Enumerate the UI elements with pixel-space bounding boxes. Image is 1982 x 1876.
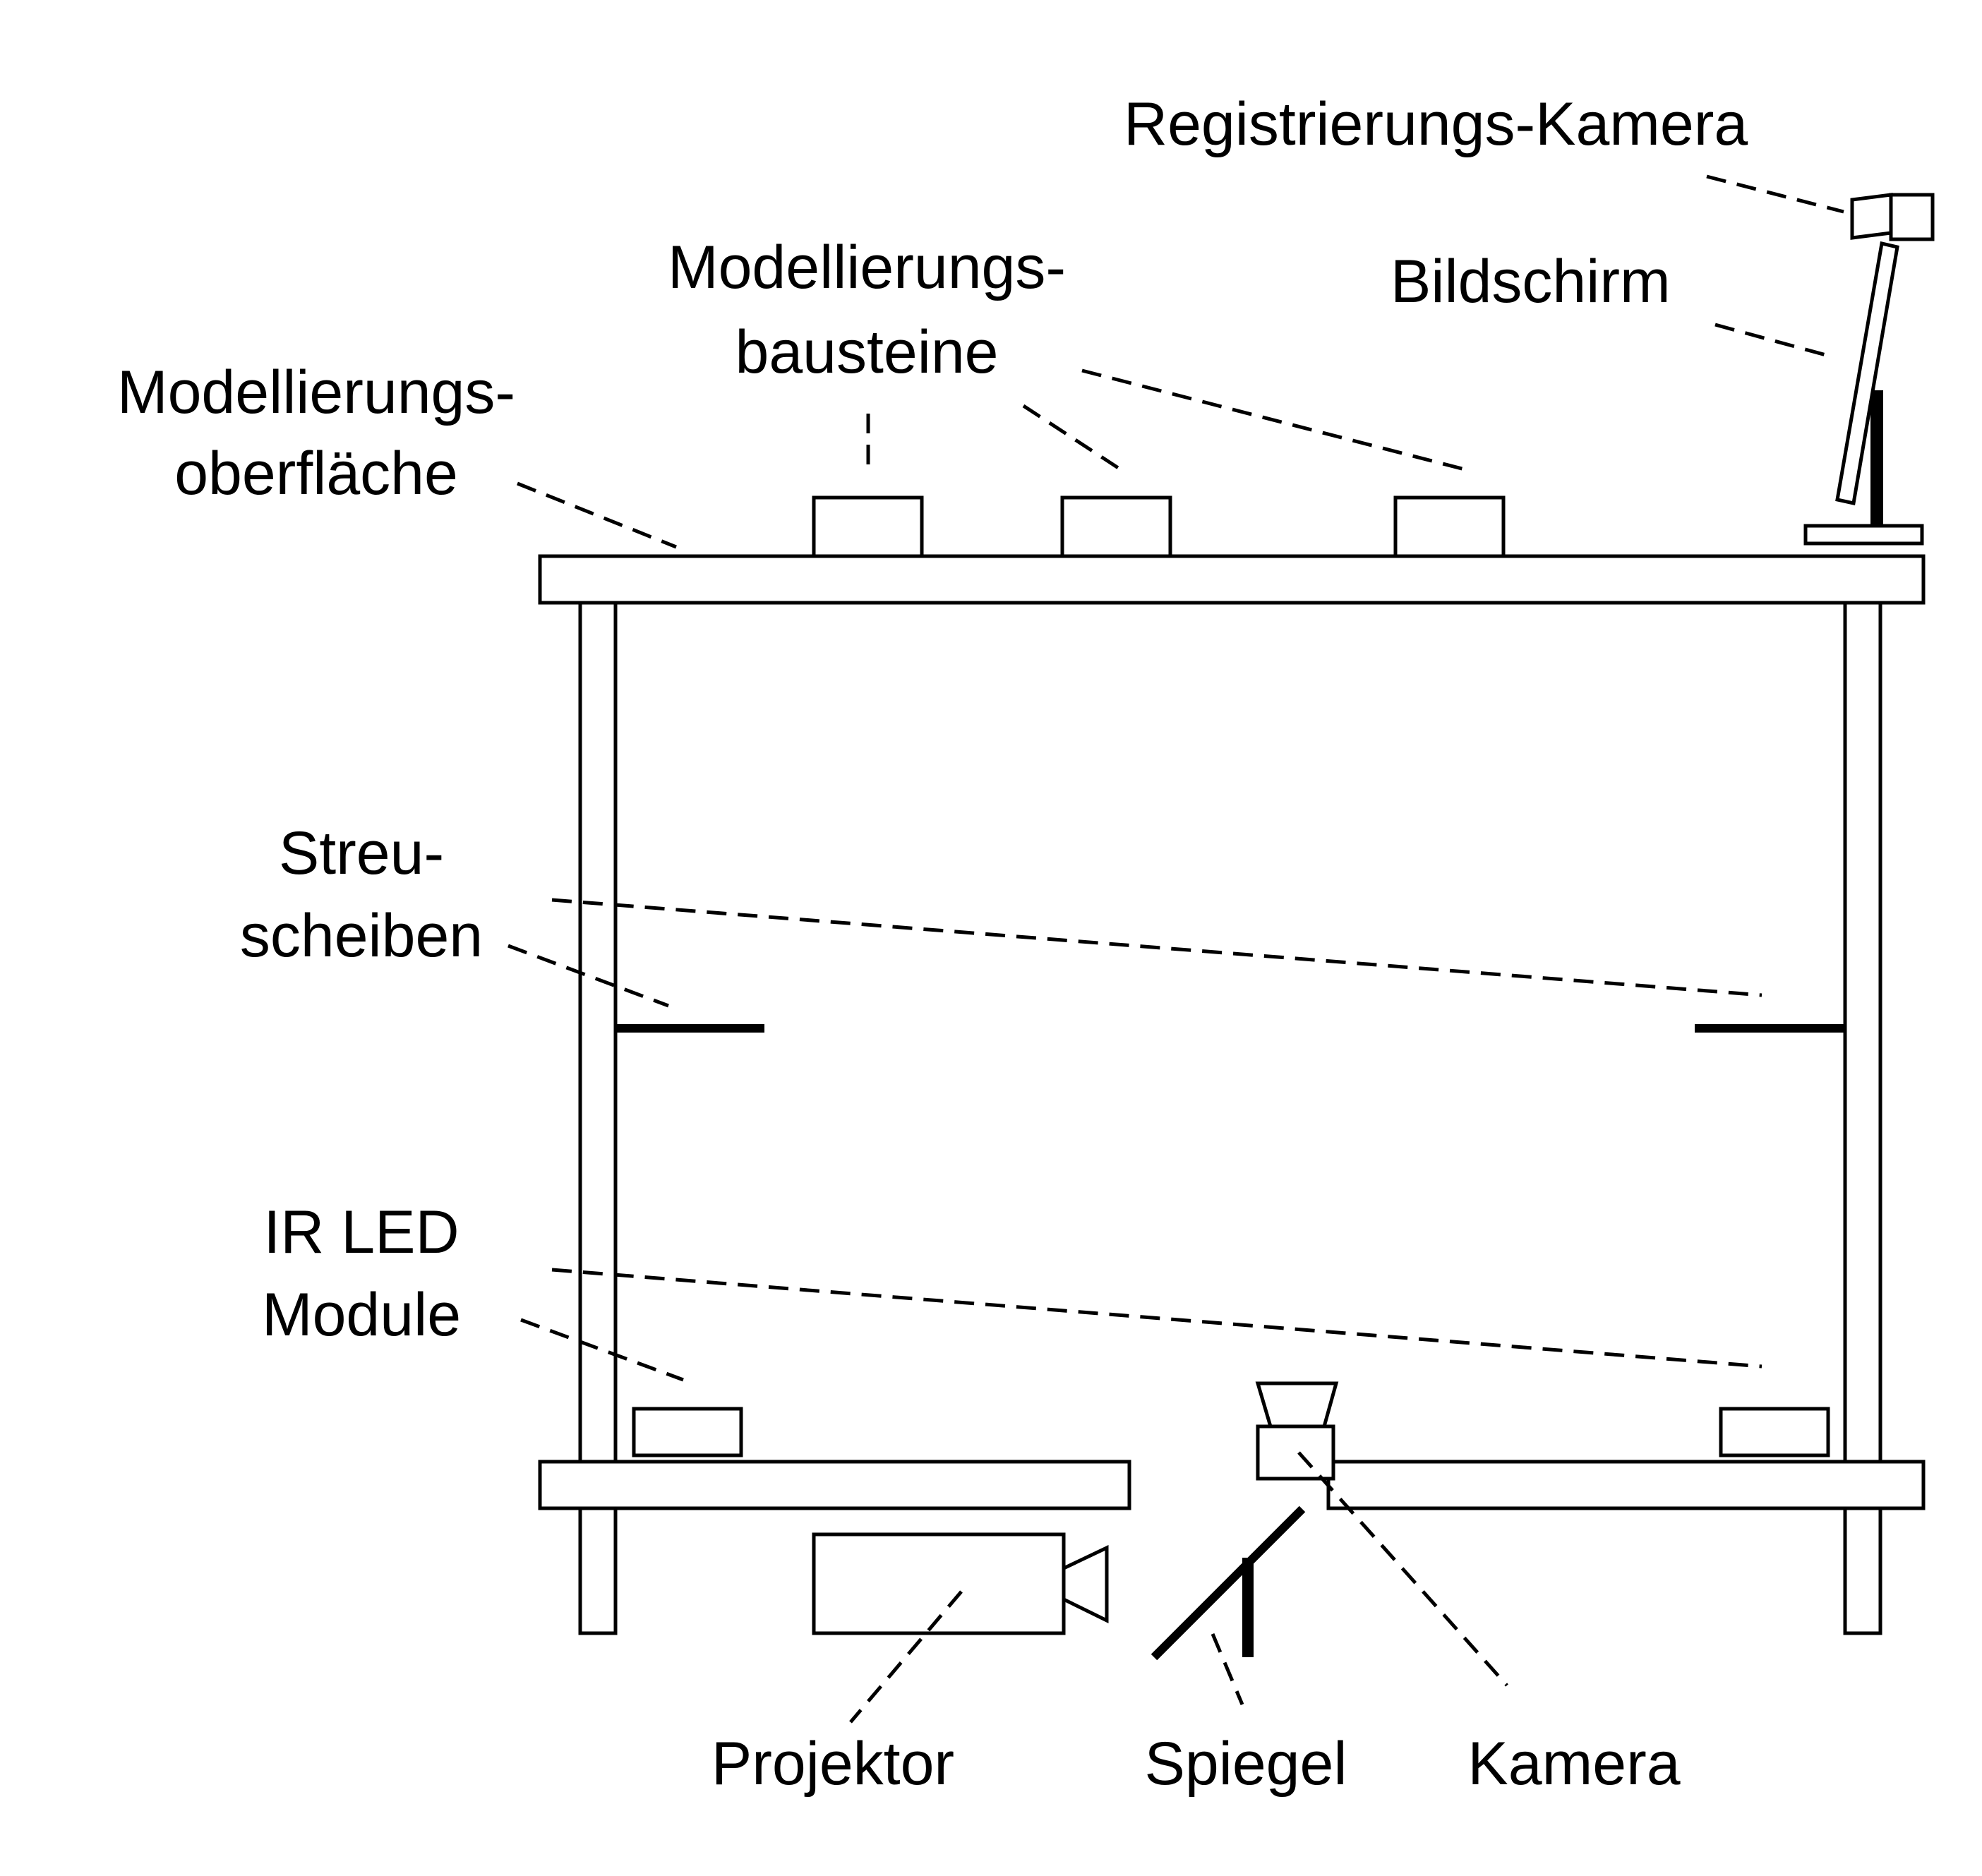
label-modeling-blocks-line1: Modellierungs- <box>667 234 1067 301</box>
label-registration-camera: Registrierungs-Kamera <box>1124 90 1748 158</box>
leader-block-middle <box>1023 406 1126 473</box>
lower-shelf-right <box>1328 1462 1923 1508</box>
registration-camera-body-icon <box>1891 195 1933 239</box>
leader-screen <box>1715 325 1831 356</box>
leader-registration-camera <box>1707 176 1844 212</box>
ir-led-module-right <box>1721 1409 1828 1455</box>
ir-led-module-left <box>634 1409 741 1455</box>
leader-mirror <box>1213 1634 1242 1704</box>
label-projector: Projektor <box>711 1730 955 1798</box>
lower-shelf-left <box>540 1462 1129 1508</box>
modeling-block <box>1395 498 1503 556</box>
screen-assembly <box>1806 195 1933 543</box>
leader-ir-led-right <box>552 1270 1762 1366</box>
modeling-blocks <box>814 498 1503 556</box>
screen-panel <box>1837 243 1897 503</box>
label-camera: Kamera <box>1467 1730 1681 1798</box>
label-modeling-surface-line1: Modellierungs- <box>116 359 516 426</box>
label-ir-led-line1: IR LED <box>263 1198 460 1266</box>
registration-camera-lens-icon <box>1852 195 1891 238</box>
label-screen: Bildschirm <box>1391 248 1671 315</box>
leader-modeling-surface <box>517 483 676 547</box>
label-ir-led-line2: Module <box>261 1281 462 1349</box>
label-diffusers-line2: scheiben <box>239 902 484 970</box>
modeling-block <box>814 498 922 556</box>
camera-lens-icon <box>1258 1383 1336 1426</box>
table-frame <box>540 556 1923 1633</box>
projector-assembly <box>814 1534 1107 1633</box>
mirror-assembly <box>1154 1509 1302 1657</box>
camera-assembly <box>1258 1383 1336 1479</box>
leader-diffuser-right <box>552 900 1762 995</box>
label-modeling-blocks-line2: bausteine <box>735 318 999 386</box>
camera-body-icon <box>1258 1426 1333 1479</box>
modeling-surface-plate <box>540 556 1923 603</box>
label-modeling-surface-line2: oberfläche <box>174 440 458 507</box>
label-mirror: Spiegel <box>1144 1730 1347 1798</box>
mirror-icon <box>1154 1509 1302 1657</box>
leader-block-right <box>1082 371 1465 469</box>
ir-led-modules <box>634 1409 1828 1455</box>
modeling-block <box>1062 498 1170 556</box>
screen-base <box>1806 526 1922 543</box>
projector-lens-icon <box>1064 1548 1107 1621</box>
label-diffusers-line1: Streu- <box>278 819 445 887</box>
